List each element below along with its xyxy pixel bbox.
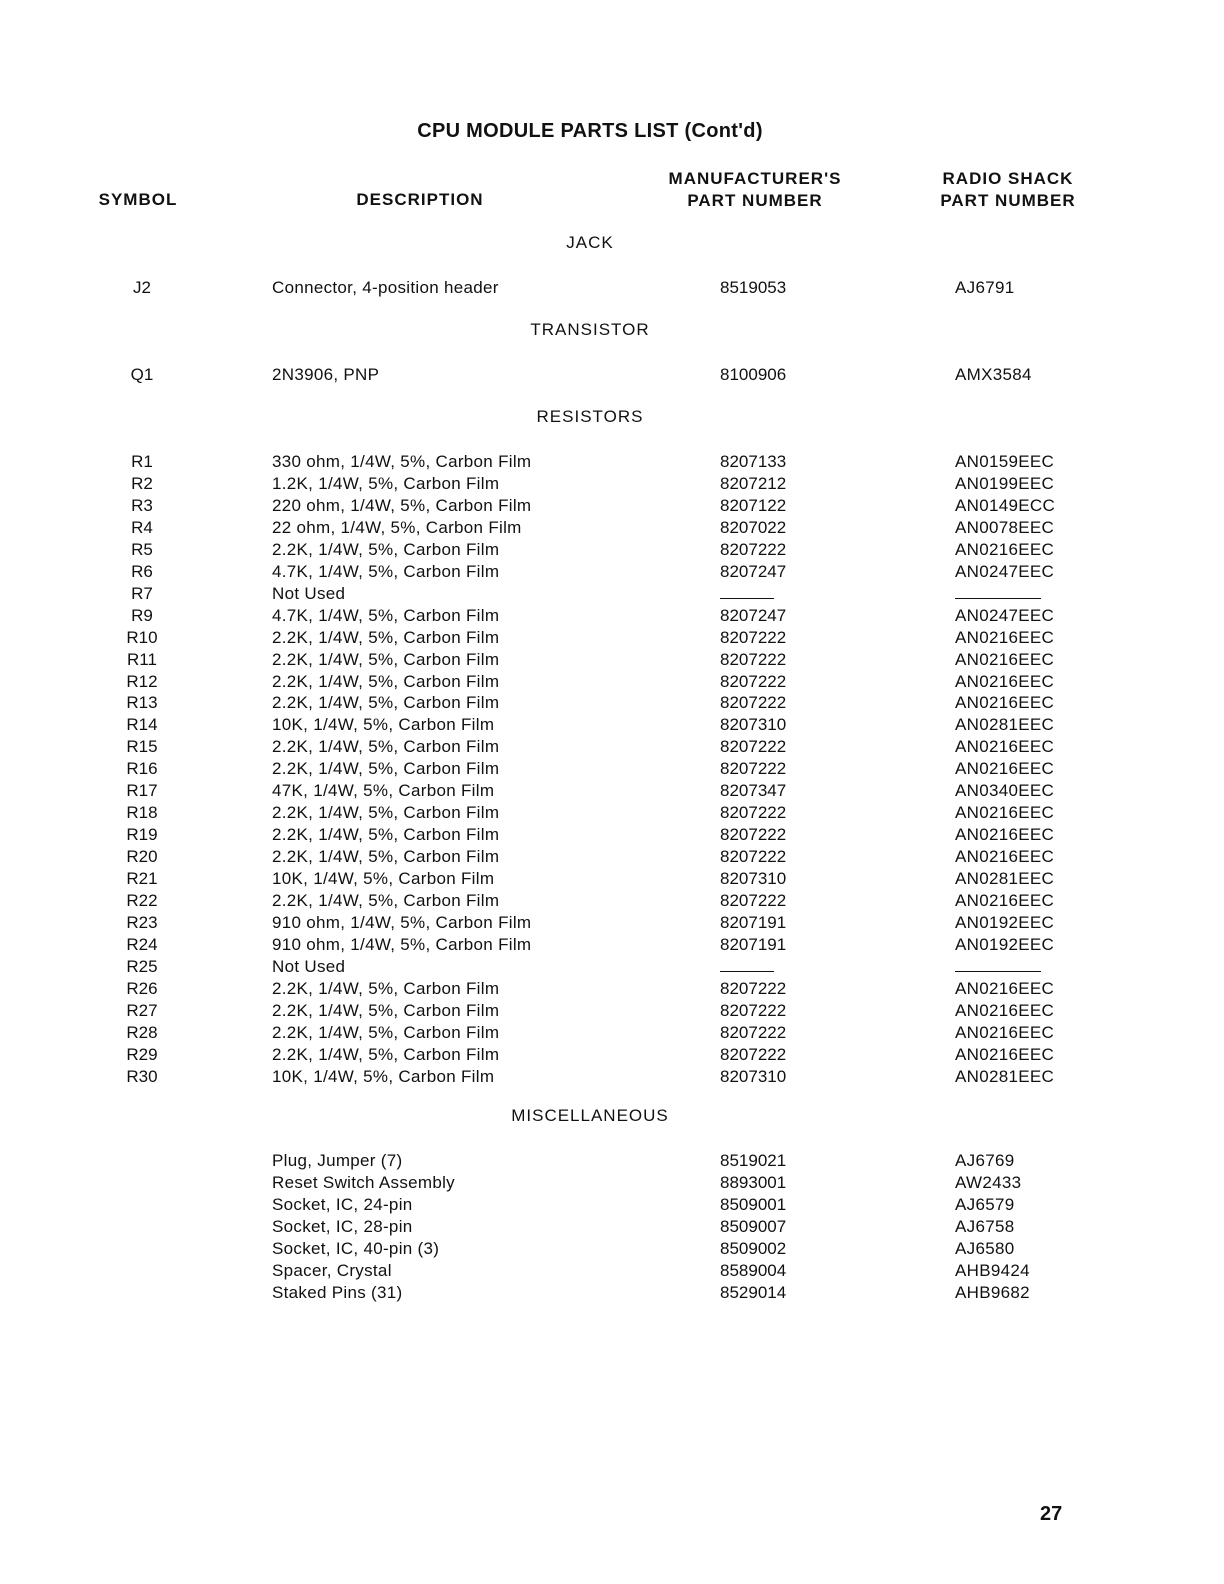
part-description: Reset Switch Assembly — [272, 1173, 455, 1192]
radio-shack-part-number: AN0216EEC — [955, 978, 1055, 998]
radio-shack-part-number: AJ6579 — [955, 1195, 1015, 1214]
manufacturer-part-number: 8207310 — [720, 715, 787, 735]
header-rs-line1: RADIO SHACK — [942, 169, 1074, 188]
part-symbol: R22 — [126, 891, 158, 910]
part-description: 10K, 1/4W, 5%, Carbon Film — [272, 869, 495, 889]
table-row — [0, 934, 1224, 956]
part-description: Spacer, Crystal — [272, 1261, 392, 1280]
manufacturer-part-number: 8207222 — [720, 693, 787, 713]
table-row — [0, 1066, 1224, 1088]
part-description: Not Used — [272, 583, 346, 603]
part-symbol: R4 — [131, 517, 153, 537]
table-row — [0, 364, 1224, 386]
radio-shack-part-number: AN0216EEC — [955, 891, 1055, 910]
manufacturer-part-number: 8207222 — [720, 737, 787, 757]
radio-shack-part-number: AN0216EEC — [955, 803, 1055, 823]
table-row — [0, 1022, 1224, 1044]
table-row — [0, 736, 1224, 758]
table-row — [0, 978, 1224, 1000]
table-row — [0, 649, 1224, 671]
part-description: 2.2K, 1/4W, 5%, Carbon Film — [272, 649, 500, 669]
part-description: Connector, 4-position header — [272, 278, 499, 297]
table-row — [0, 802, 1224, 824]
manufacturer-part-number: 8893001 — [720, 1173, 787, 1192]
not-used-dash — [955, 598, 1041, 599]
table-row — [0, 780, 1224, 802]
radio-shack-part-number: AJ6769 — [955, 1151, 1015, 1170]
header-rs-line2: PART NUMBER — [940, 191, 1076, 210]
not-used-dash — [720, 971, 774, 972]
radio-shack-part-number: AN0199EEC — [955, 473, 1055, 493]
manufacturer-part-number: 8207222 — [720, 1000, 787, 1020]
table-row — [0, 868, 1224, 890]
table-row — [0, 1000, 1224, 1022]
part-description: 2.2K, 1/4W, 5%, Carbon Film — [272, 978, 500, 998]
part-symbol: R5 — [131, 539, 153, 559]
header-radio-shack-part-number — [920, 168, 1096, 212]
manufacturer-part-number: 8519053 — [720, 278, 787, 297]
part-description: Plug, Jumper (7) — [272, 1151, 403, 1170]
part-description: 2.2K, 1/4W, 5%, Carbon Film — [272, 803, 500, 823]
manufacturer-part-number: 8207222 — [720, 1022, 787, 1042]
manufacturer-part-number: 8509002 — [720, 1239, 787, 1258]
manufacturer-part-number: 8207247 — [720, 605, 787, 625]
manufacturer-part-number: 8207222 — [720, 803, 787, 823]
part-description: 1.2K, 1/4W, 5%, Carbon Film — [272, 473, 500, 493]
manufacturer-part-number: 8207222 — [720, 671, 787, 691]
radio-shack-part-number: AN0247EEC — [955, 605, 1055, 625]
part-description: 910 ohm, 1/4W, 5%, Carbon Film — [272, 934, 532, 954]
part-symbol: R27 — [126, 1000, 158, 1020]
table-row — [0, 1150, 1224, 1172]
radio-shack-part-number — [955, 583, 1041, 605]
manufacturer-part-number: 8519021 — [720, 1151, 787, 1170]
part-description: 2.2K, 1/4W, 5%, Carbon Film — [272, 693, 500, 713]
table-row — [0, 1238, 1224, 1260]
manufacturer-part-number: 8207222 — [720, 539, 787, 559]
manufacturer-part-number: 8207212 — [720, 473, 787, 493]
section-heading-transistor: TRANSISTOR — [530, 320, 650, 339]
manufacturer-part-number: 8207310 — [720, 1066, 787, 1086]
radio-shack-part-number: AN0340EEC — [955, 781, 1055, 801]
table-row — [0, 890, 1224, 912]
radio-shack-part-number: AN0216EEC — [955, 1044, 1055, 1064]
table-row — [0, 1282, 1224, 1304]
table-row — [0, 671, 1224, 693]
table-row — [0, 277, 1224, 299]
header-mfr-line2: PART NUMBER — [687, 191, 823, 210]
part-symbol: Q1 — [130, 365, 154, 384]
part-description: Socket, IC, 40-pin (3) — [272, 1239, 440, 1258]
table-row — [0, 1194, 1224, 1216]
radio-shack-part-number: AN0247EEC — [955, 561, 1055, 581]
manufacturer-part-number: 8207222 — [720, 649, 787, 669]
radio-shack-part-number — [955, 956, 1041, 978]
part-symbol: R1 — [131, 452, 153, 471]
part-description: 22 ohm, 1/4W, 5%, Carbon Film — [272, 517, 522, 537]
radio-shack-part-number: AN0192EEC — [955, 912, 1055, 932]
part-symbol: R10 — [126, 627, 158, 647]
manufacturer-part-number: 8207133 — [720, 452, 787, 471]
part-symbol: R24 — [126, 934, 158, 954]
manufacturer-part-number: 8207022 — [720, 517, 787, 537]
radio-shack-part-number: AJ6791 — [955, 278, 1015, 297]
radio-shack-part-number: AN0216EEC — [955, 649, 1055, 669]
header-symbol: SYMBOL — [98, 190, 178, 209]
table-row — [0, 758, 1224, 780]
part-description: 4.7K, 1/4W, 5%, Carbon Film — [272, 605, 500, 625]
table-row — [0, 714, 1224, 736]
manufacturer-part-number — [720, 583, 774, 605]
table-row — [0, 846, 1224, 868]
table-row — [0, 1172, 1224, 1194]
part-description: Not Used — [272, 956, 346, 976]
radio-shack-part-number: AN0078EEC — [955, 517, 1055, 537]
radio-shack-part-number: AHB9424 — [955, 1261, 1030, 1280]
radio-shack-part-number: AJ6580 — [955, 1239, 1015, 1258]
part-symbol: R2 — [131, 473, 153, 493]
table-row — [0, 692, 1224, 714]
section-heading-miscellaneous: MISCELLANEOUS — [511, 1106, 669, 1125]
part-description: 910 ohm, 1/4W, 5%, Carbon Film — [272, 912, 532, 932]
table-row — [0, 605, 1224, 627]
part-symbol: R25 — [126, 956, 158, 976]
manufacturer-part-number: 8207191 — [720, 912, 787, 932]
table-row — [0, 1216, 1224, 1238]
part-symbol: R20 — [126, 847, 158, 867]
manufacturer-part-number: 8207310 — [720, 869, 787, 889]
table-row — [0, 517, 1224, 539]
manufacturer-part-number: 8207347 — [720, 781, 787, 801]
radio-shack-part-number: AN0192EEC — [955, 934, 1055, 954]
radio-shack-part-number: AN0216EEC — [955, 671, 1055, 691]
part-description: Socket, IC, 24-pin — [272, 1195, 413, 1214]
part-description: 47K, 1/4W, 5%, Carbon Film — [272, 781, 495, 801]
header-mfr-line1: MANUFACTURER'S — [668, 169, 842, 188]
section-heading-resistors: RESISTORS — [536, 407, 644, 426]
part-symbol: R19 — [126, 825, 158, 845]
page-title: CPU MODULE PARTS LIST (Cont'd) — [417, 120, 763, 142]
radio-shack-part-number: AN0216EEC — [955, 627, 1055, 647]
table-row — [0, 1260, 1224, 1282]
section-heading-jack: JACK — [566, 233, 614, 252]
manufacturer-part-number: 8100906 — [720, 365, 787, 384]
part-description: 10K, 1/4W, 5%, Carbon Film — [272, 1066, 495, 1086]
radio-shack-part-number: AJ6758 — [955, 1217, 1015, 1236]
part-description: 10K, 1/4W, 5%, Carbon Film — [272, 715, 495, 735]
manufacturer-part-number — [720, 956, 774, 978]
part-description: Socket, IC, 28-pin — [272, 1217, 413, 1236]
part-description: 2.2K, 1/4W, 5%, Carbon Film — [272, 1022, 500, 1042]
radio-shack-part-number: AN0216EEC — [955, 539, 1055, 559]
manufacturer-part-number: 8207222 — [720, 978, 787, 998]
radio-shack-part-number: AN0149ECC — [955, 495, 1056, 515]
part-symbol: J2 — [133, 278, 151, 297]
table-row — [0, 824, 1224, 846]
part-description: 2.2K, 1/4W, 5%, Carbon Film — [272, 1000, 500, 1020]
table-row — [0, 1044, 1224, 1066]
manufacturer-part-number: 8207122 — [720, 495, 787, 515]
not-used-dash — [955, 971, 1041, 972]
table-row — [0, 495, 1224, 517]
part-symbol: R16 — [126, 759, 158, 779]
radio-shack-part-number: AN0216EEC — [955, 759, 1055, 779]
radio-shack-part-number: AN0216EEC — [955, 825, 1055, 845]
part-description: 2.2K, 1/4W, 5%, Carbon Film — [272, 891, 500, 910]
header-description: DESCRIPTION — [356, 190, 484, 209]
radio-shack-part-number: AN0216EEC — [955, 737, 1055, 757]
page-number: 27 — [1040, 1503, 1063, 1525]
not-used-dash — [720, 598, 774, 599]
table-row — [0, 956, 1224, 978]
part-description: 2.2K, 1/4W, 5%, Carbon Film — [272, 847, 500, 867]
part-symbol: R29 — [126, 1044, 158, 1064]
part-description: 220 ohm, 1/4W, 5%, Carbon Film — [272, 495, 532, 515]
part-symbol: R13 — [126, 693, 158, 713]
part-symbol: R12 — [126, 671, 158, 691]
header-manufacturer-part-number — [650, 168, 860, 212]
manufacturer-part-number: 8207222 — [720, 891, 787, 910]
part-symbol: R7 — [131, 583, 153, 603]
radio-shack-part-number: AN0216EEC — [955, 1000, 1055, 1020]
part-description: 2.2K, 1/4W, 5%, Carbon Film — [272, 671, 500, 691]
part-description: 2.2K, 1/4W, 5%, Carbon Film — [272, 825, 500, 845]
radio-shack-part-number: AHB9682 — [955, 1283, 1030, 1302]
radio-shack-part-number: AN0281EEC — [955, 715, 1055, 735]
radio-shack-part-number: AMX3584 — [955, 365, 1032, 384]
manufacturer-part-number: 8509007 — [720, 1217, 787, 1236]
manufacturer-part-number: 8207222 — [720, 847, 787, 867]
radio-shack-part-number: AN0216EEC — [955, 1022, 1055, 1042]
part-description: 2N3906, PNP — [272, 365, 380, 384]
part-description: 2.2K, 1/4W, 5%, Carbon Film — [272, 539, 500, 559]
manufacturer-part-number: 8529014 — [720, 1283, 787, 1302]
part-symbol: R26 — [126, 978, 158, 998]
part-description: Staked Pins (31) — [272, 1283, 403, 1302]
manufacturer-part-number: 8207222 — [720, 1044, 787, 1064]
part-description: 4.7K, 1/4W, 5%, Carbon Film — [272, 561, 500, 581]
table-row — [0, 627, 1224, 649]
radio-shack-part-number: AN0281EEC — [955, 1066, 1055, 1086]
part-symbol: R11 — [127, 649, 157, 669]
part-symbol: R17 — [126, 781, 158, 801]
table-row — [0, 473, 1224, 495]
manufacturer-part-number: 8207191 — [720, 934, 787, 954]
manufacturer-part-number: 8207222 — [720, 825, 787, 845]
part-symbol: R21 — [126, 869, 158, 889]
manufacturer-part-number: 8207222 — [720, 759, 787, 779]
table-row — [0, 451, 1224, 473]
part-symbol: R30 — [126, 1066, 158, 1086]
radio-shack-part-number: AN0216EEC — [955, 847, 1055, 867]
part-symbol: R9 — [131, 605, 153, 625]
part-description: 2.2K, 1/4W, 5%, Carbon Film — [272, 627, 500, 647]
radio-shack-part-number: AN0281EEC — [955, 869, 1055, 889]
table-row — [0, 583, 1224, 605]
part-description: 2.2K, 1/4W, 5%, Carbon Film — [272, 759, 500, 779]
table-row — [0, 912, 1224, 934]
manufacturer-part-number: 8207247 — [720, 561, 787, 581]
part-symbol: R6 — [131, 561, 153, 581]
part-description: 2.2K, 1/4W, 5%, Carbon Film — [272, 1044, 500, 1064]
manufacturer-part-number: 8509001 — [720, 1195, 787, 1214]
table-row — [0, 539, 1224, 561]
manufacturer-part-number: 8207222 — [720, 627, 787, 647]
manufacturer-part-number: 8589004 — [720, 1261, 787, 1280]
radio-shack-part-number: AW2433 — [955, 1173, 1022, 1192]
part-symbol: R15 — [126, 737, 158, 757]
part-symbol: R28 — [126, 1022, 158, 1042]
part-symbol: R14 — [126, 715, 158, 735]
part-description: 2.2K, 1/4W, 5%, Carbon Film — [272, 737, 500, 757]
part-description: 330 ohm, 1/4W, 5%, Carbon Film — [272, 452, 532, 471]
radio-shack-part-number: AN0216EEC — [955, 693, 1055, 713]
table-row — [0, 561, 1224, 583]
radio-shack-part-number: AN0159EEC — [955, 452, 1055, 471]
part-symbol: R3 — [131, 495, 153, 515]
part-symbol: R18 — [126, 803, 158, 823]
part-symbol: R23 — [126, 912, 158, 932]
